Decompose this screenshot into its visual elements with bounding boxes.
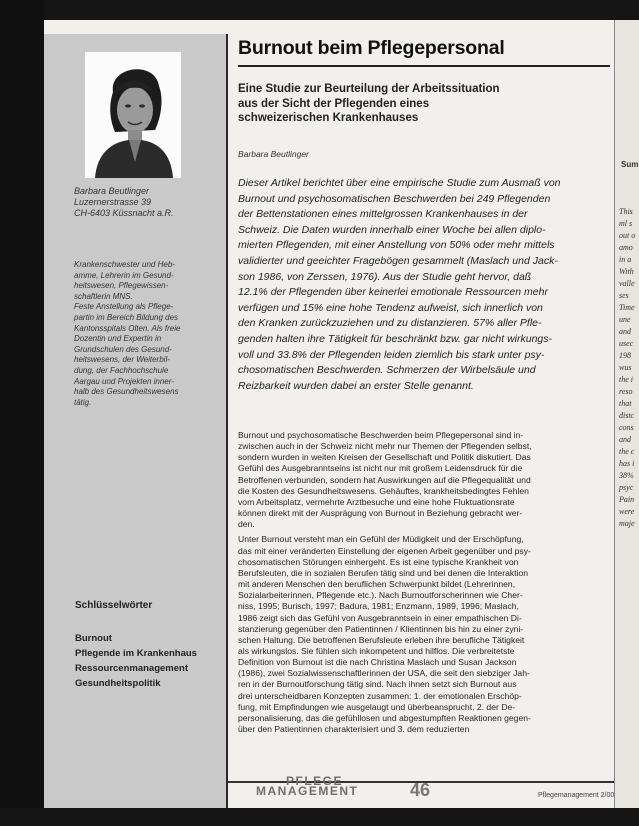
abstract-line: der Bettenstationen eines mittelgrossen Krankenhauses in der (238, 208, 528, 221)
body-line: (1986), zwei Sozialwissenschaftlerinnen der USA, die seit den siebziger Jah- (238, 668, 530, 679)
abstract-line: Reizbarkeit wurden dabei an erster Stelle genannt. (238, 379, 474, 392)
abstract (238, 176, 610, 394)
author-photo (85, 52, 181, 178)
sidebar-divider (226, 34, 228, 812)
body-line: Berufsleuten, die in sozialen Berufen tätig sind und bei denen die Interaktion (238, 567, 528, 578)
body-line: zwischen auch in der Schweiz nicht mehr nur Themen der Pflegenden selbst, (238, 441, 532, 452)
body-line: drei unterscheidbaren Konzepten zusammen: 1. der emotionalen Erschöp- (238, 690, 522, 701)
bio-line: Grundschulen des Gesund- (74, 344, 172, 354)
body-line: den. (238, 519, 255, 530)
next-page-line: ml s (619, 219, 633, 228)
title-rule (238, 65, 610, 67)
next-page-line: 38% (619, 471, 634, 480)
author-name: Barbara Beutlinger (74, 186, 150, 196)
bio-line: heitswesens, der Weiterbil- (74, 355, 170, 365)
next-page-line: and (619, 435, 631, 444)
body-line: Sozialarbeiterinnen, Pflegende etc.). Nach Burnoutforscherinnen wie Cher- (238, 590, 523, 601)
body-line: können direkt mit der Ausprägung von Burnout in Beziehung gebracht wer- (238, 508, 523, 519)
keyword-item: Burnout (75, 633, 112, 644)
subtitle-line: schweizerischen Krankenhauses (238, 112, 419, 124)
next-page-line: wus (619, 363, 632, 372)
abstract-line: Dieser Artikel berichtet über eine empirische Studie zum Ausmaß von (238, 177, 561, 189)
body-line: niss, 1995; Burisch, 1997; Badura, 1981; Enzmann, 1989, 1996; Maslach, (238, 601, 519, 612)
abstract-line: chosomatischen Beschwerden. Schmerzen der Wirbelsäule und (238, 364, 536, 377)
body-line: chosomatischen Störungen einhergeht. Es ist eine typische Krankheit von (238, 556, 519, 567)
body-line: schen Haltung. Die betroffenen Berufsleute erleben ihre berufliche Tätigkeit (238, 634, 525, 645)
article-title: Burnout beim Pflegepersonal (238, 37, 505, 59)
bio-line: heitswesen, Pflegewissen- (74, 281, 169, 291)
body-line: sondern wurden in weiten Kreisen der Gesellschaft und Politik diskutiert. Das (238, 452, 531, 463)
next-page-line: that (619, 399, 632, 408)
abstract-line: den Kranken zurückzuziehen und zu distanzieren. 57% aller Pfle- (238, 317, 542, 330)
footer-brand (256, 776, 358, 796)
abstract-line: genden halten ihre Tätigkeit für beschränkt bzw. gar nicht wirkungs- (238, 332, 553, 345)
bio-line: dung, der Fachhochschule (74, 365, 169, 375)
body-line: ren in der Burnoutforschung tätig sind. Nach ihnen setzt sich Burnout aus (238, 679, 517, 690)
next-page-line: With (619, 267, 634, 276)
keywords-list (75, 631, 197, 691)
body-line: Gefühl des Ausgebranntseins ist nicht nur mit großem Leidensdruck für die (238, 463, 523, 474)
next-page-line: in a (619, 255, 632, 264)
abstract-line: Schweiz. Die Daten wurden innerhalb einer Woche bei allen diplo- (238, 223, 546, 236)
body-line: über den Patientinnen charakterisiert und 3. dem reduzierten (238, 724, 470, 735)
brand-line-2: MANAGEMENT (256, 784, 359, 798)
next-page-line: distc (619, 411, 635, 420)
next-page-line: the i (619, 375, 633, 384)
body-line: 1986 zeigt sich das Gefühl von Ausgebranntsein in einer empathischen Di- (238, 612, 522, 623)
keyword-item: Pflegende im Krankenhaus (75, 648, 197, 659)
bio-line: schaftlerin MNS. (74, 291, 133, 301)
next-page-line: and (619, 327, 631, 336)
bio-line: halb des Gesundheitswesens (74, 387, 179, 397)
next-page-line: cons (619, 423, 634, 432)
next-page-text (619, 206, 639, 530)
author-bio (74, 260, 220, 408)
next-page-line: were (619, 507, 635, 516)
bio-line: amme, Lehrerin im Gesund- (74, 270, 174, 280)
body-line: Betroffenen verbunden, sondern hat Auswirkungen auf die Pflegequalität und (238, 474, 531, 485)
bio-line: partin im Bereich Bildung des (74, 312, 179, 322)
keywords-heading: Schlüsselwörter (75, 600, 153, 611)
body-line: die Kosten des Gesundheitswesens. Gehäuftes, krankheitsbedingtes Fehlen (238, 485, 529, 496)
body-line: fung, mit Empfindungen wie ausgelaugt und überbeansprucht. 2. der De- (238, 701, 516, 712)
bio-line: Krankenschwester und Heb- (74, 260, 175, 269)
bio-line: Kantonsspitals Olten. Als freie (74, 323, 181, 333)
bio-line: Dozentin und Expertin in (74, 334, 162, 344)
brand-line-1: PFLEGE (286, 774, 344, 788)
abstract-line: son 1986, von Zerssen, 1976). Aus der Studie geht hervor, daß (238, 270, 532, 283)
next-page-line: Time (619, 303, 635, 312)
next-page-line: valle (619, 279, 635, 288)
bio-line: Feste Anstellung als Pflege- (74, 302, 174, 312)
next-page-line: Pain (619, 495, 635, 504)
body-line: Unter Burnout versteht man ein Gefühl der Müdigkeit und der Erschöpfung, (238, 534, 524, 545)
page-number: 46 (410, 780, 431, 800)
bio-line: tätig. (74, 397, 92, 407)
abstract-line: voll und 33.8% der Pflegenden leiden ziemlich bis stark unter psy- (238, 348, 545, 361)
abstract-line: validierter und geeichter Fragebögen gesammelt (Maslach und Jack- (238, 254, 558, 267)
body-line: mit anderen Menschen den beruflichen Schwerpunkt bildet (Lehrerinnen, (238, 579, 516, 590)
next-page-line: has i (619, 459, 635, 468)
issue-label: Pflegemanagement 2/00 (538, 792, 615, 799)
next-page-line: 198 (619, 351, 631, 360)
next-page-heading: Sum (621, 160, 639, 169)
next-page-edge (614, 20, 639, 812)
scan-border-bottom (0, 808, 639, 826)
byline: Barbara Beutlinger (238, 149, 309, 159)
author-street: Luzernerstrasse 39 (74, 197, 152, 207)
next-page-line: ses (619, 291, 631, 300)
body-line: personalisierung, das die gefühllosen und abgestumpften Reaktionen gegen- (238, 712, 531, 723)
scan-border-left (0, 0, 44, 826)
keyword-item: Ressourcenmanagement (75, 663, 188, 674)
subtitle-line: Eine Studie zur Beurteilung der Arbeitssituation (238, 83, 500, 95)
body-line: stanzierung gegenüber den Patientinnen / Klientinnen bis hin zu einer zyni- (238, 623, 524, 634)
next-page-line: psyc (619, 483, 634, 492)
body-line: das mit einer veränderten Einstellung der eigenen Arbeit gegenüber und psy- (238, 545, 531, 556)
abstract-line: verfügen und 15% eine hohe Tendenz aufweist, sich innerlich von (238, 301, 543, 314)
next-page-line: maje (619, 519, 635, 528)
next-page-line: the c (619, 447, 635, 456)
author-contact (74, 186, 214, 219)
next-page-line: reso (619, 387, 633, 396)
next-page-line: out o (619, 231, 636, 240)
body-text (238, 430, 610, 735)
next-page-line: usec (619, 339, 634, 348)
article-subtitle (238, 82, 500, 126)
author-city: CH-6403 Küssnacht a.R. (74, 208, 174, 218)
body-line: Burnout und psychosomatische Beschwerden beim Pflegepersonal sind in- (238, 430, 524, 440)
next-page-line: This (619, 207, 633, 216)
body-line: vom Arbeitsplatz, vermehrte Arztbesuche und eine hohe Fluktuationsrate (238, 496, 515, 507)
keyword-item: Gesundheitspolitik (75, 678, 161, 689)
next-page-line: une (619, 315, 631, 324)
body-line: als wirkungslos. Sie fühlen sich inkompetent und hilflos. Die verbreitetste (238, 645, 515, 656)
subtitle-line: aus der Sicht der Pflegenden eines (238, 97, 430, 110)
abstract-line: Burnout und psychosomatischen Beschwerden bei 249 Pflegenden (238, 192, 551, 205)
abstract-line: mierten Pflegenden, mit einer Anstellung von 50% oder mehr mittels (238, 239, 555, 252)
abstract-line: 12.1% der Pflegenden über keinerlei emotionale Ressourcen mehr (238, 286, 548, 299)
bio-line: Aargau und Projekten inner- (74, 376, 174, 386)
body-line: Definition von Burnout ist die nach Christina Maslach und Susan Jackson (238, 657, 517, 668)
next-page-line: amo (619, 243, 633, 252)
